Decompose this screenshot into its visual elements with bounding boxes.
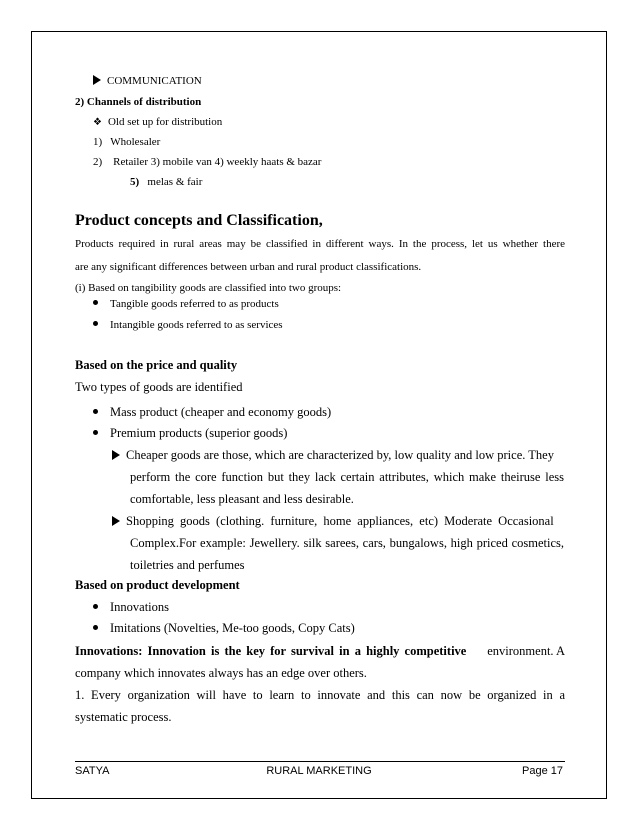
retailer-item: 2) Retailer 3) mobile van 4) weekly haats & bazar [93, 156, 322, 168]
melas-text: melas & fair [147, 176, 203, 188]
shopping-goods-line3: toiletries and perfumes [130, 558, 245, 572]
premium-product-bullet [93, 426, 287, 441]
intangible-bullet [93, 319, 283, 331]
melas-number: 5) [130, 176, 140, 188]
imitations-text: Imitations (Novelties, Me-too goods, Copy Cats) [110, 621, 355, 635]
cheaper-goods-line3: comfortable, less pleasant and less desirable. [130, 492, 354, 506]
innovation-statement-line2: company which innovates always has an edge over others. [75, 666, 367, 680]
footer-rule [75, 761, 565, 762]
price-quality-heading: Based on the price and quality [75, 358, 238, 372]
product-concepts-heading: Product concepts and Classification, [75, 212, 323, 229]
point1-line2: systematic process. [75, 710, 172, 724]
arrow-bullet-icon [112, 516, 120, 526]
mass-product-bullet [93, 405, 331, 420]
melas-item [130, 176, 202, 188]
tangible-text: Tangible goods referred to as products [110, 298, 279, 310]
innovation-bold-text: Innovations: Innovation is the key for survival in a highly competitive [75, 644, 467, 658]
channels-heading: 2) Channels of distribution [75, 96, 202, 108]
footer-author: SATYA [75, 765, 110, 777]
cheaper-goods-item [112, 448, 554, 463]
old-setup-text: Old set up for distribution [107, 116, 223, 128]
arrow-bullet-icon [93, 75, 101, 85]
bullet-dot-icon [93, 604, 98, 609]
development-heading: Based on product development [75, 578, 240, 592]
product-para-line1: Products required in rural areas may be classified in different ways. In the process, let us whether there [75, 238, 565, 250]
price-quality-intro: Two types of goods are identified [75, 380, 243, 394]
innovations-bullet [93, 600, 169, 615]
tangibility-line: (i) Based on tangibility goods are classified into two groups: [75, 282, 342, 294]
communication-text: COMMUNICATION [107, 75, 202, 87]
innovation-rest-text: environment. A [487, 644, 565, 658]
bullet-dot-icon [93, 625, 98, 630]
point1-line1: 1. Every organization will have to learn to innovate and this can now be organized in a [75, 688, 565, 702]
tangible-bullet [93, 298, 279, 310]
cheaper-goods-line1: Cheaper goods are those, which are characterized by, low quality and low price. They [126, 448, 554, 462]
bullet-dot-icon [93, 409, 98, 414]
bullet-dot-icon [93, 321, 98, 326]
premium-product-text: Premium products (superior goods) [110, 426, 288, 440]
footer-page-number: Page 17 [522, 765, 563, 777]
mass-product-text: Mass product (cheaper and economy goods) [110, 405, 332, 419]
product-para-line2: are any significant differences between urban and rural product classifications. [75, 261, 422, 273]
bullet-dot-icon [93, 300, 98, 305]
old-setup-item [93, 116, 222, 128]
wholesaler-item: 1) Wholesaler [93, 136, 161, 148]
arrow-bullet-icon [112, 450, 120, 460]
communication-item [93, 74, 202, 87]
intangible-text: Intangible goods referred to as services [110, 319, 283, 331]
footer-title: RURAL MARKETING [266, 765, 372, 777]
innovation-statement-line1 [75, 644, 565, 659]
cheaper-goods-line2: perform the core function but they lack certain attributes, which make theiruse less [130, 470, 564, 484]
shopping-goods-item [112, 514, 554, 529]
shopping-goods-line1: Shopping goods (clothing. furniture, home appliances, etc) Moderate Occasional [126, 514, 554, 528]
innovations-text: Innovations [110, 600, 170, 614]
diamond-bullet-icon: ❖ [93, 117, 102, 128]
shopping-goods-line2: Complex.For example: Jewellery. silk sarees, cars, bungalows, high priced cosmetics, [130, 536, 564, 550]
bullet-dot-icon [93, 430, 98, 435]
imitations-bullet [93, 621, 355, 636]
